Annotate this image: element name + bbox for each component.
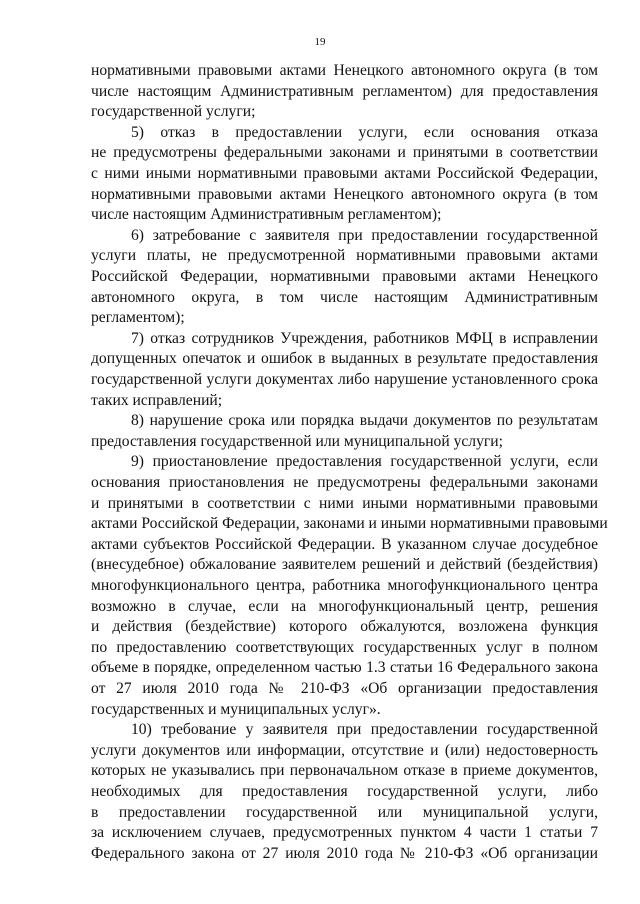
text-line: от 27 июля 2010 года № 210-ФЗ «Об организации предоставления	[91, 680, 598, 697]
text-line: и принятыми в соответствии с ними иными нормативными правовыми	[91, 495, 598, 512]
text-line: актами субъектов Российской Федерации. В указанном случае досудебное	[91, 536, 598, 553]
text-line: таких исправлений;	[91, 392, 223, 409]
text-line: автономного округа, в том числе настоящим Административным	[91, 289, 598, 306]
text-line: Федерального закона от 27 июля 2010 года № 210-ФЗ «Об организации	[91, 845, 598, 862]
text-line: 6) затребование с заявителя при предоставлении государственной	[131, 227, 598, 244]
text-line: 5) отказ в предоставлении услуги, если основания отказа	[131, 124, 598, 141]
text-line: с ними иными нормативными правовыми актами Российской Федерации,	[91, 165, 598, 182]
text-line: допущенных опечаток и ошибок в выданных в результате предоставления	[91, 350, 598, 367]
text-line: числе настоящим Административным регламентом) для предоставления	[91, 83, 598, 100]
text-line: государственной услуги;	[91, 103, 256, 120]
text-line: нормативными правовыми актами Ненецкого автономного округа (в том	[91, 62, 598, 79]
text-line: (внесудебное) обжалование заявителем решений и действий (бездействия)	[91, 556, 598, 573]
text-line: возможно в случае, если на многофункциональный центр, решения	[91, 598, 598, 615]
text-line: объеме в порядке, определенном частью 1.3 статьи 16 Федерального закона	[91, 659, 598, 676]
text-line: необходимых для предоставления государственной услуги, либо	[91, 783, 598, 800]
text-line: и действия (бездействие) которого обжалуются, возложена функция	[91, 618, 598, 635]
text-line: многофункционального центра, работника многофункционального центра	[91, 577, 598, 594]
text-line: нормативными правовыми актами Ненецкого автономного округа (в том	[91, 186, 598, 203]
text-line: числе настоящим Административным регламентом);	[91, 206, 442, 223]
text-line: 7) отказ сотрудников Учреждения, работников МФЦ в исправлении	[131, 330, 598, 347]
text-line: 10) требование у заявителя при предоставлении государственной	[131, 721, 598, 738]
text-line: не предусмотрены федеральными законами и принятыми в соответствии	[91, 144, 598, 161]
text-line: регламентом);	[91, 309, 185, 326]
text-line: услуги документов или информации, отсутствие и (или) недостоверность	[91, 742, 598, 759]
text-line: по предоставлению соответствующих государственных услуг в полном	[91, 639, 598, 656]
text-line: основания приостановления не предусмотрены федеральными законами	[91, 474, 598, 491]
text-line: 8) нарушение срока или порядка выдачи документов по результатам	[131, 412, 598, 429]
text-line: услуги платы, не предусмотренной нормативными правовыми актами	[91, 247, 598, 264]
text-line: за исключением случаев, предусмотренных пунктом 4 части 1 статьи 7	[91, 824, 598, 841]
page-number: 19	[314, 36, 326, 48]
text-line: 9) приостановление предоставления государственной услуги, если	[131, 453, 598, 470]
text-line: предоставления государственной или муниципальной услуги;	[91, 433, 503, 450]
text-line: государственной услуги документах либо нарушение установленного срока	[91, 371, 598, 388]
text-line: актами Российской Федерации, законами и иными нормативными правовыми	[91, 515, 608, 532]
text-line: которых не указывались при первоначальном отказе в приеме документов,	[91, 762, 598, 779]
text-line: государственных и муниципальных услуг».	[91, 701, 381, 718]
text-line: в предоставлении государственной или муниципальной услуги,	[91, 804, 598, 821]
text-line: Российской Федерации, нормативными правовыми актами Ненецкого	[91, 268, 598, 285]
